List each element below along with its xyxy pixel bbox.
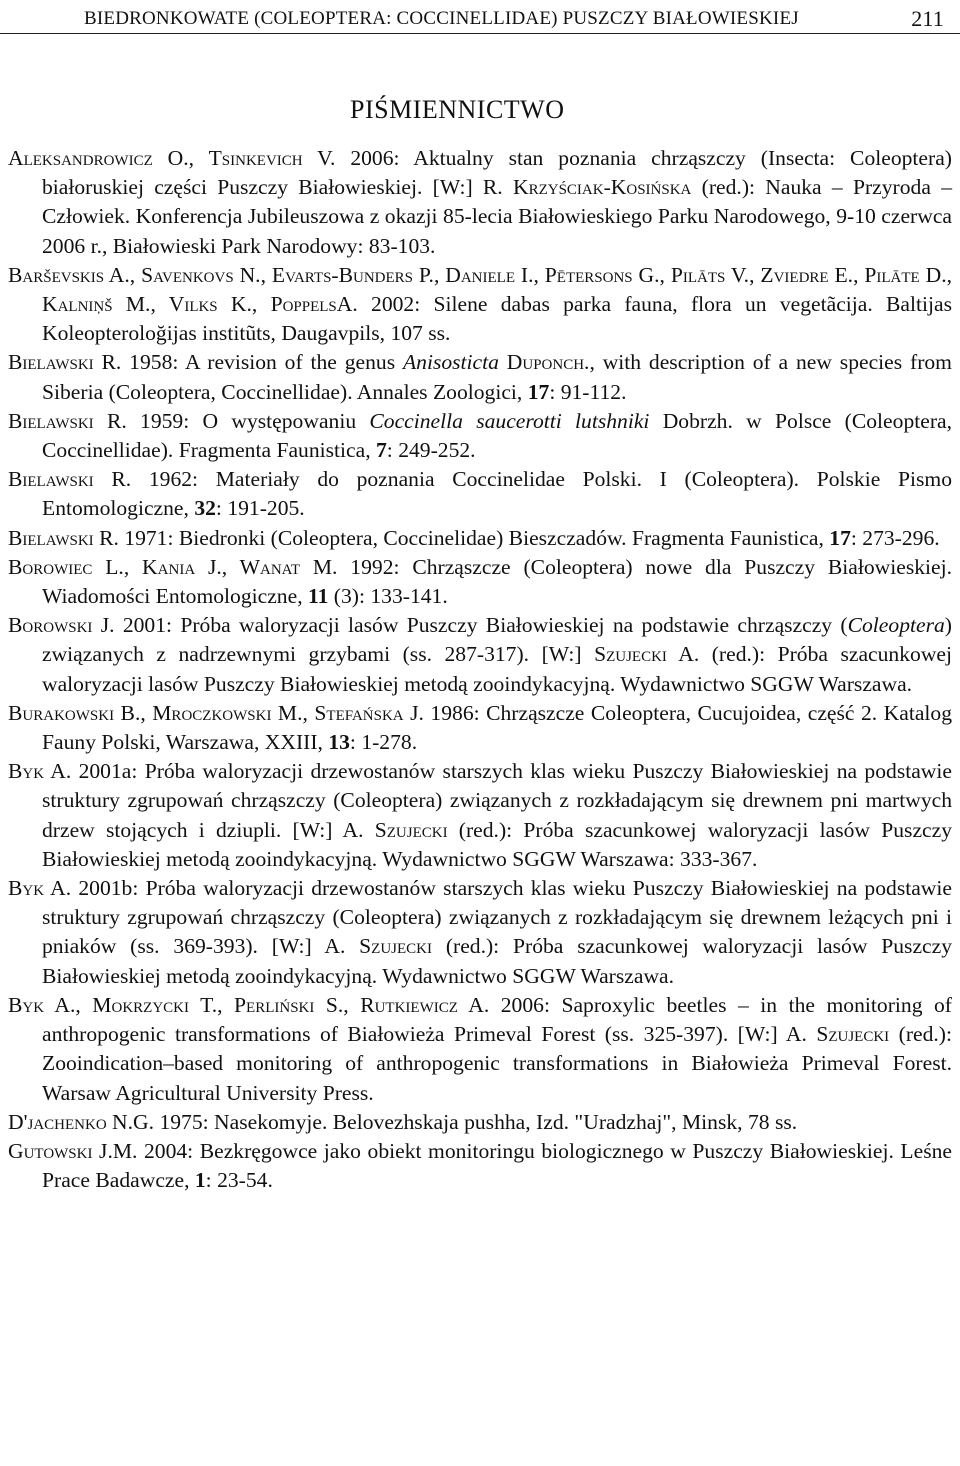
reference-item: Borowski J. 2001: Próba waloryzacji lasów Puszczy Białowieskiej na podstawie chrząszczy (Coleoptera) związanych z nadrzewnymi grzybami (ss. 287-317). [W:] Szujecki A. (red.): Próba szacunkowej waloryzacji lasów Puszczy Białowieskiej metodą zooindykacyjną. Wydawnictwo SGGW Warszawa. [8, 613, 953, 696]
reference-item: Borowiec L., Kania J., Wanat M. 1992: Chrząszcze (Coleoptera) nowe dla Puszczy Białowieskiej. Wiadomości Entomologiczne, 11 (3): 133-141. [8, 554, 953, 609]
reference-item: Bielawski R. 1958: A revision of the genus Anisosticta Duponch., with description of a new species from Siberia (Coleoptera, Coccinellidae). Annales Zoologici, 17: 91-112. [8, 350, 952, 404]
reference-item: Gutowski J.M. 2004: Bezkręgowce jako obiekt monitoringu biologicznego w Puszczy Białowieskiej. Leśne Prace Badawcze, 1: 23-54. [8, 1138, 952, 1193]
reference-item: Aleksandrowicz O., Tsinkevich V. 2006: Aktualny stan poznania chrząszczy (Insecta: Coleoptera) białoruskiej części Puszczy Białowieskiej. [W:] R. Krzyściak-Kosińska (red.): Nauka – Przyroda – Człowiek. Konferencja Jubileuszowa z okazji 85-lecia Białowieskiego Parku Narodowego, 9-10 czerwca 2006 r., Białowieski Park Narodowy: 83-103. [8, 146, 952, 258]
page-number: 211 [911, 6, 944, 31]
reference-list [8, 144, 952, 1195]
running-header [84, 8, 944, 32]
reference-item: Barševskis A., Savenkovs N., Evarts-Bunders P., Daniele I., Pētersons G., Pilāts V., Zviedre E., Pilāte D., Kalniņš M., Vilks K., PoppelsA. 2002: Silene dabas parka fauna, flora un vegetãcija. Baltijas Koleopteroloğijas institũts, Daugavpils, 107 ss. [8, 262, 952, 346]
reference-item: Bielawski R. 1962: Materiały do poznania Coccinelidae Polski. I (Coleoptera). Polskie Pismo Entomologiczne, 32: 191-205. [8, 467, 952, 521]
reference-item: Bielawski R. 1971: Biedronki (Coleoptera, Coccinelidae) Bieszczadów. Fragmenta Faunistica, 17: 273-296. [8, 525, 940, 550]
reference-item: Byk A., Mokrzycki T., Perliński S., Rutkiewicz A. 2006: Saproxylic beetles – in the monitoring of anthropogenic transformations of Białowieża Primeval Forest (ss. 325-397). [W:] A. Szujecki (red.): Zooindication–based monitoring of anthropogenic transformations in Białowieża Primeval Forest. Warsaw Agricultural University Press. [8, 992, 952, 1105]
section-title: PIŚMIENNICTWO [350, 95, 565, 124]
reference-item: Byk A. 2001b: Próba waloryzacji drzewostanów starszych klas wieku Puszczy Białowieskiej na podstawie struktury zgrupowań chrząszczy (Coleoptera) związanych z rozkładającym się drewnem leżących pni i pniaków (ss. 369-393). [W:] A. Szujecki (red.): Próba szacunkowej waloryzacji lasów Puszczy Białowieskiej metodą zooindykacyjną. Wydawnictwo SGGW Warszawa. [8, 876, 953, 988]
header-rule [0, 33, 960, 34]
running-title: BIEDRONKOWATE (COLEOPTERA: COCCINELLIDAE) PUSZCZY BIAŁOWIESKIEJ [84, 8, 799, 29]
reference-item: Bielawski R. 1959: O występowaniu Coccinella saucerotti lutshniki Dobrzh. w Polsce (Coleoptera, Coccinellidae). Fragmenta Faunistica, 7: 249-252. [8, 408, 952, 463]
reference-item: Burakowski B., Mroczkowski M., Stefańska J. 1986: Chrząszcze Coleoptera, Cucujoidea, część 2. Katalog Fauny Polski, Warszawa, XXIII, 13: 1-278. [8, 700, 952, 755]
reference-item: D'jachenko N.G. 1975: Nasekomyje. Belovezhskaja pushha, Izd. "Uradzhaj", Minsk, 78 ss. [8, 1109, 798, 1134]
reference-item: Byk A. 2001a: Próba waloryzacji drzewostanów starszych klas wieku Puszczy Białowieskiej na podstawie struktury zgrupowań chrząszczy (Coleoptera) związanych z rozkładającym się drewnem pni martwych drzew stojących i dziupli. [W:] A. Szujecki (red.): Próba szacunkowej waloryzacji lasów Puszczy Białowieskiej metodą zooindykacyjną. Wydawnictwo SGGW Warszawa: 333-367. [8, 759, 952, 871]
